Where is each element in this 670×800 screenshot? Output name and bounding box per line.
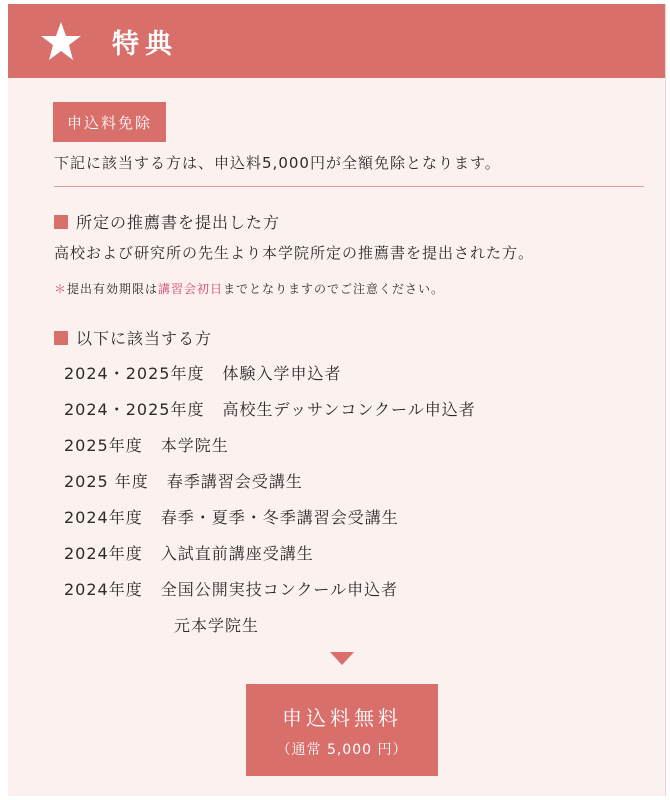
item-label: 全国公開実技コンクール申込者	[160, 580, 399, 599]
item-year: 2024・2025年度	[64, 400, 205, 419]
item-label: 元本学院生	[174, 616, 260, 635]
recommendation-heading	[54, 210, 280, 233]
list-item	[64, 536, 476, 572]
item-label: 入試直前講座受講生	[160, 544, 314, 563]
regular-fee-note: （通常 5,000 円）	[276, 742, 408, 758]
list-item	[64, 500, 476, 536]
item-year: 2025 年度	[64, 472, 149, 491]
fee-exemption-badge: 申込料免除	[53, 102, 166, 142]
intro-text: 下記に該当する方は、申込料5,000円が全額免除となります。	[54, 154, 501, 172]
item-year: 2024・2025年度	[64, 364, 205, 383]
note-highlight: 講習会初日	[158, 282, 224, 296]
note-text-before: 提出有効期限は	[67, 282, 159, 296]
header-title: 特典	[112, 28, 178, 60]
eligible-heading-text: 以下に該当する方	[76, 329, 213, 348]
star-icon	[40, 20, 82, 62]
list-item	[64, 392, 476, 428]
divider	[54, 186, 644, 187]
item-year: 2025年度	[64, 436, 143, 455]
benefits-panel	[8, 4, 666, 796]
eligible-heading	[54, 326, 212, 349]
list-item	[64, 572, 476, 608]
recommendation-heading-text: 所定の推薦書を提出した方	[76, 213, 281, 232]
item-label: 体験入学申込者	[222, 364, 342, 383]
item-label: 本学院生	[160, 436, 229, 455]
square-bullet-icon	[54, 331, 68, 345]
down-arrow-icon	[330, 652, 354, 665]
list-item	[64, 428, 476, 464]
deadline-note	[54, 280, 444, 297]
item-year: 2024年度	[64, 508, 143, 527]
recommendation-description: 高校および研究所の先生より本学院所定の推薦書を提出された方。	[54, 244, 535, 262]
free-fee-label: 申込料無料	[282, 706, 402, 730]
item-label: 春季・夏季・冬季講習会受講生	[160, 508, 399, 527]
list-item	[64, 356, 476, 392]
item-label: 春季講習会受講生	[166, 472, 303, 491]
item-label: 高校生デッサンコンクール申込者	[222, 400, 476, 419]
item-year: 2024年度	[64, 580, 143, 599]
list-item	[64, 608, 476, 644]
free-fee-box	[246, 684, 438, 776]
eligible-list	[64, 356, 476, 644]
section-header	[8, 4, 665, 78]
list-item	[64, 464, 476, 500]
note-text-after: までとなりますのでご注意ください。	[223, 282, 445, 296]
asterisk: ＊	[54, 282, 68, 296]
item-year: 2024年度	[64, 544, 143, 563]
square-bullet-icon	[54, 215, 68, 229]
